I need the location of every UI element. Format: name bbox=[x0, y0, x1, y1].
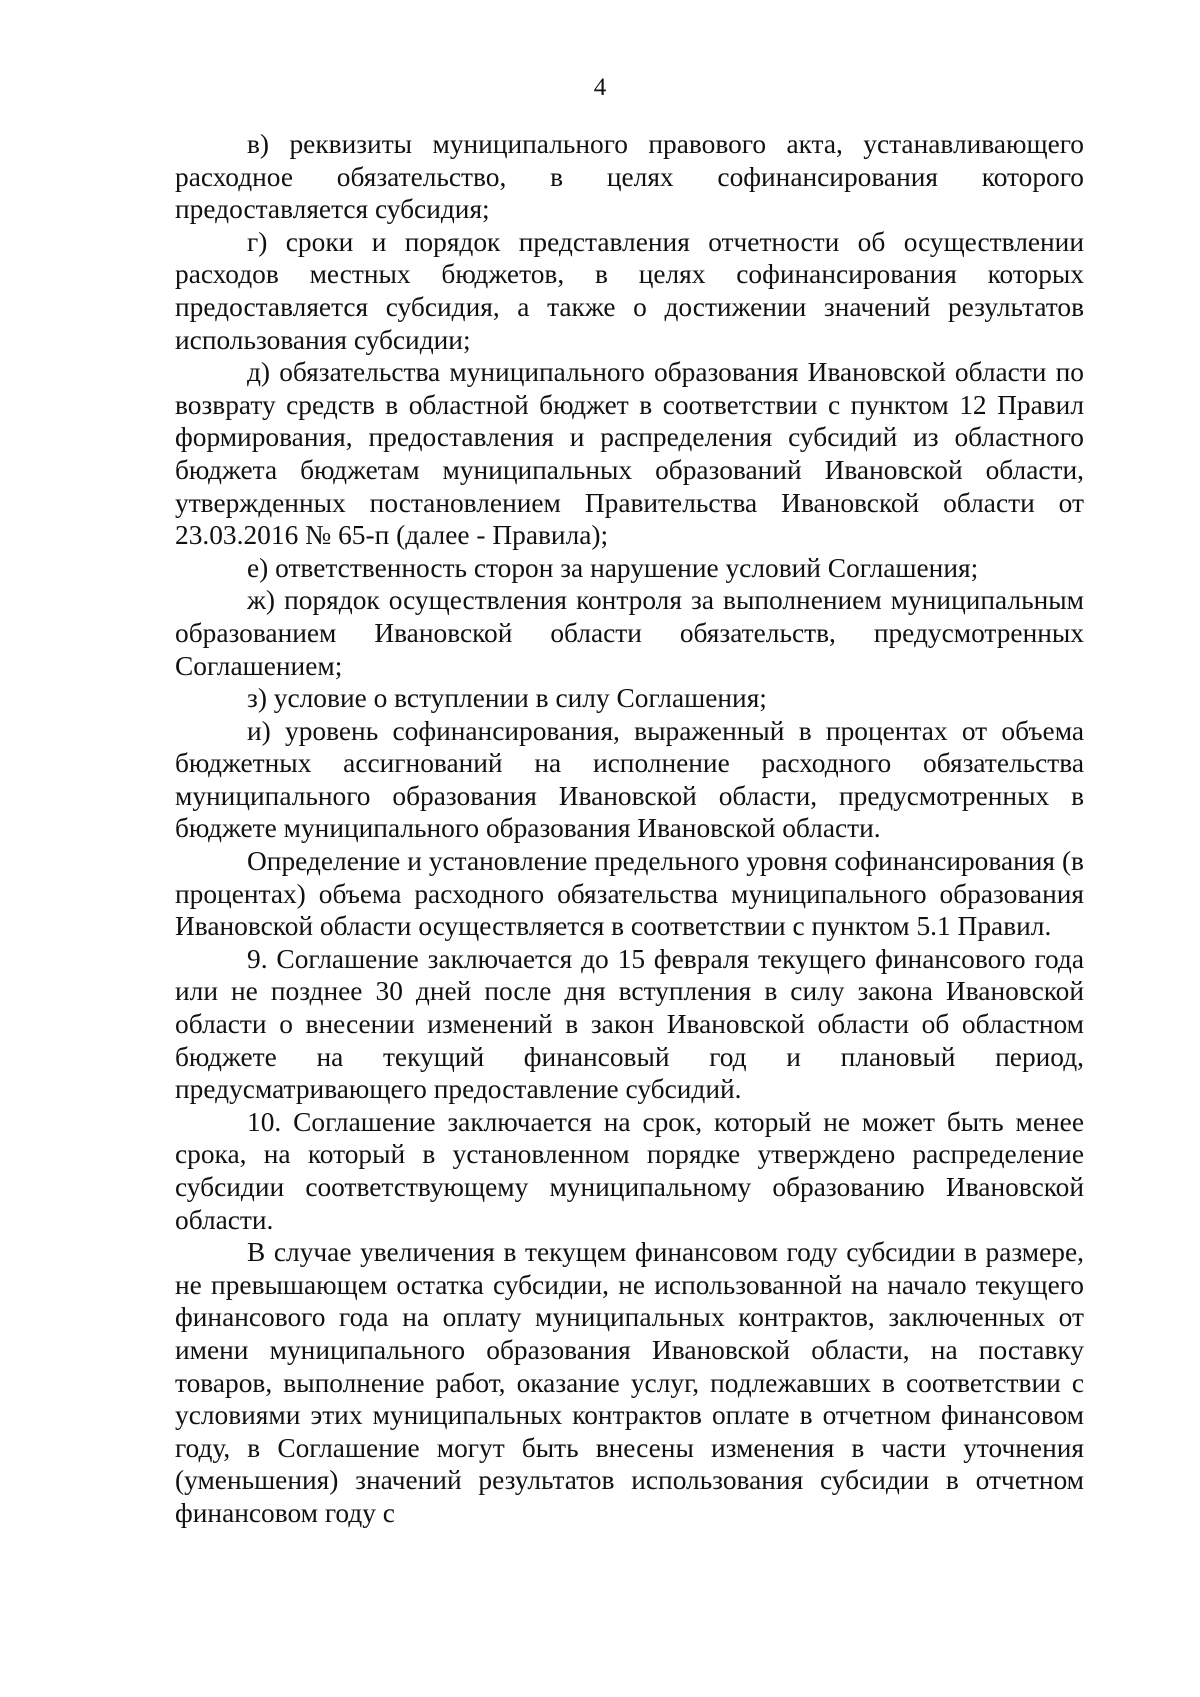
paragraph-10-agreement-term: 10. Соглашение заключается на срок, который не может быть менее срока, на который в установленном порядке утверждено распределение субсидии соответствующему муниципальному образованию Ивановской области. bbox=[175, 1106, 1084, 1235]
document-body bbox=[175, 128, 1084, 1530]
paragraph-d-refund-obligations: д) обязательства муниципального образования Ивановской области по возврату средств в областной бюджет в соответствии с пунктом 12 Правил формирования, предоставления и распределения субсидий из областного бюджета бюджетам муниципальных образований Ивановской области, утвержденных постановлением Правительства Ивановской области от 23.03.2016 № 65-п (далее - Правила); bbox=[175, 357, 1084, 551]
paragraph-v-requisites: в) реквизиты муниципального правового акта, устанавливающего расходное обязательство, в целях софинансирования которого предоставляется субсидия; bbox=[175, 129, 1084, 225]
paragraph-z-entry-into-force: з) условие о вступлении в силу Соглашения; bbox=[247, 683, 767, 714]
paragraph-g-reporting-terms: г) сроки и порядок представления отчетности об осуществлении расходов местных бюджетов, в целях софинансирования которых предоставляется субсидия, а также о достижении значений результатов использования субсидии; bbox=[175, 226, 1084, 355]
paragraph-zh-control-procedure: ж) порядок осуществления контроля за выполнением муниципальным образованием Ивановской области обязательств, предусмотренных Соглашением; bbox=[175, 585, 1084, 681]
paragraph-e-responsibility: е) ответственность сторон за нарушение условий Соглашения; bbox=[247, 552, 979, 583]
paragraph-i-cofinancing-level: и) уровень софинансирования, выраженный в процентах от объема бюджетных ассигнований на исполнение расходного обязательства муниципального образования Ивановской области, предусмотренных в бюджете муниципального образования Ивановской области. bbox=[175, 715, 1084, 844]
paragraph-subsidy-increase: В случае увеличения в текущем финансовом году субсидии в размере, не превышающем остатка субсидии, не использованной на начало текущего финансового года на оплату муниципальных контрактов, заключенных от имени муниципального образования Ивановской области, на поставку товаров, выполнение работ, оказание услуг, подлежавших в соответствии с условиями этих муниципальных контрактов оплате в отчетном финансовом году, в Соглашение могут быть внесены изменения в части уточнения (уменьшения) значений результатов использования субсидии в отчетном финансовом году с bbox=[175, 1237, 1084, 1528]
paragraph-9-agreement-deadline: 9. Соглашение заключается до 15 февраля текущего финансового года или не позднее 30 дней после дня вступления в силу закона Ивановской области о внесении изменений в закон Ивановской области об областном бюджете на текущий финансовый год и плановый период, предусматривающего предоставление субсидий. bbox=[175, 943, 1084, 1105]
paragraph-cofinancing-limit: Определение и установление предельного уровня софинансирования (в процентах) объема расходного обязательства муниципального образования Ивановской области осуществляется в соответствии с пунктом 5.1 Правил. bbox=[175, 846, 1084, 942]
page-number: 4 bbox=[593, 74, 607, 101]
